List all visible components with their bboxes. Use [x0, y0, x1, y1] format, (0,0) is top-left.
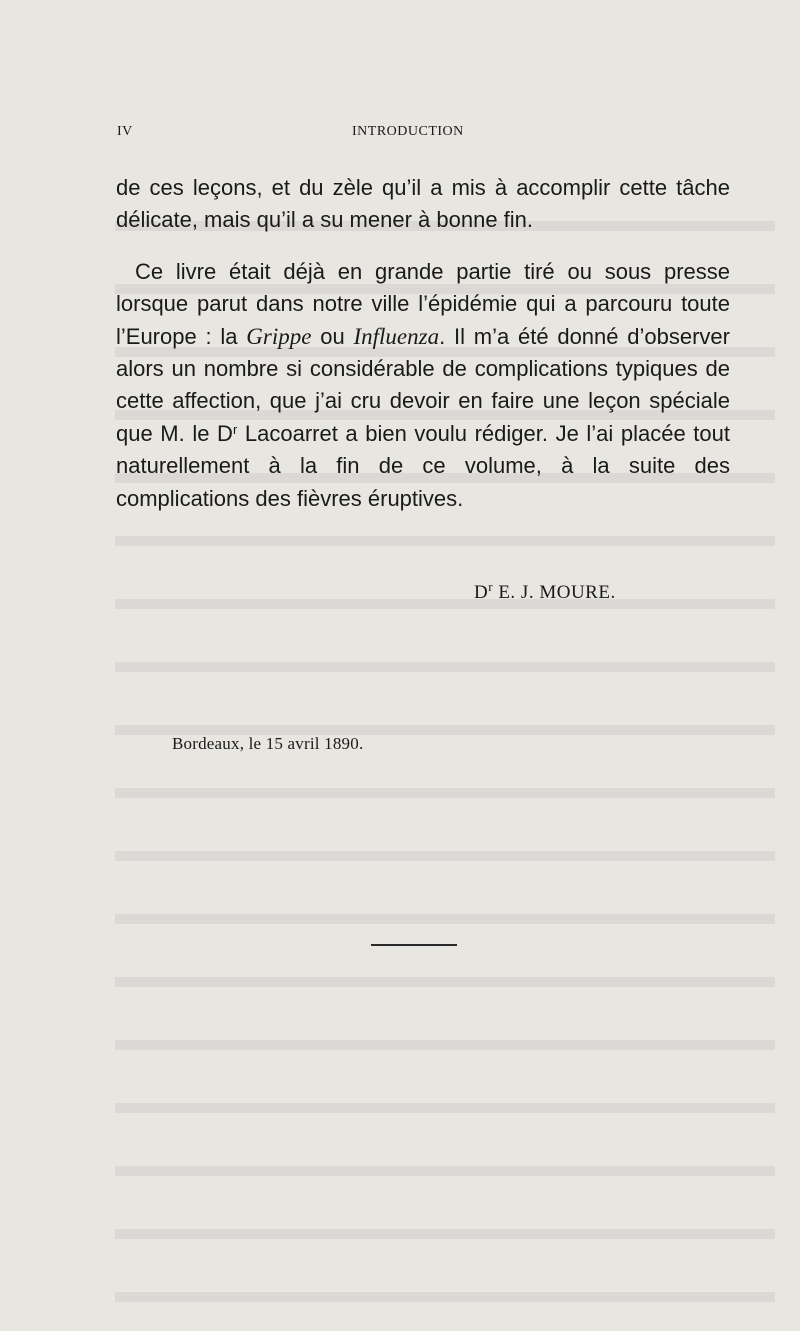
paragraph-2-end: Lacoarret a bien voulu rédiger. Je l’ai placée tout naturellement à la fin de ce volume, à la suite des complications des fièvres éruptives. — [116, 420, 730, 511]
italic-influenza: Influenza — [353, 323, 440, 349]
paragraph-1: de ces leçons, et du zèle qu’il a mis à accomplir cette tâche délicate, mais qu’il a su mener à bonne fin. — [116, 175, 730, 233]
paragraph-2-start: Ce livre était déjà en grande partie tiré ou sous presse lorsque parut dans notre ville l’épidémie qui a parcouru toute l’Europe : la — [116, 258, 730, 349]
running-title: INTRODUCTION — [352, 124, 464, 139]
paragraph-2-connector: ou — [311, 323, 354, 349]
body-text — [116, 172, 730, 515]
page-number: IV — [117, 124, 133, 139]
paragraph-2-middle: . Il m’a été donné d’observer alors un nombre si considérable de complications typiques de cette affection, que j’ai cru devoir en faire une leçon spéciale que M. le D — [116, 323, 730, 446]
section-divider — [371, 944, 457, 946]
dateline: Bordeaux, le 15 avril 1890. — [172, 734, 364, 753]
signature-prefix: D — [474, 582, 489, 603]
signature-name: E. J. MOURE. — [493, 582, 616, 603]
signature-superscript: r — [488, 579, 494, 594]
italic-grippe: Grippe — [246, 323, 312, 349]
running-head — [117, 124, 730, 144]
paragraph-2 — [116, 256, 730, 515]
superscript-r: r — [232, 421, 238, 437]
signature — [474, 579, 734, 604]
